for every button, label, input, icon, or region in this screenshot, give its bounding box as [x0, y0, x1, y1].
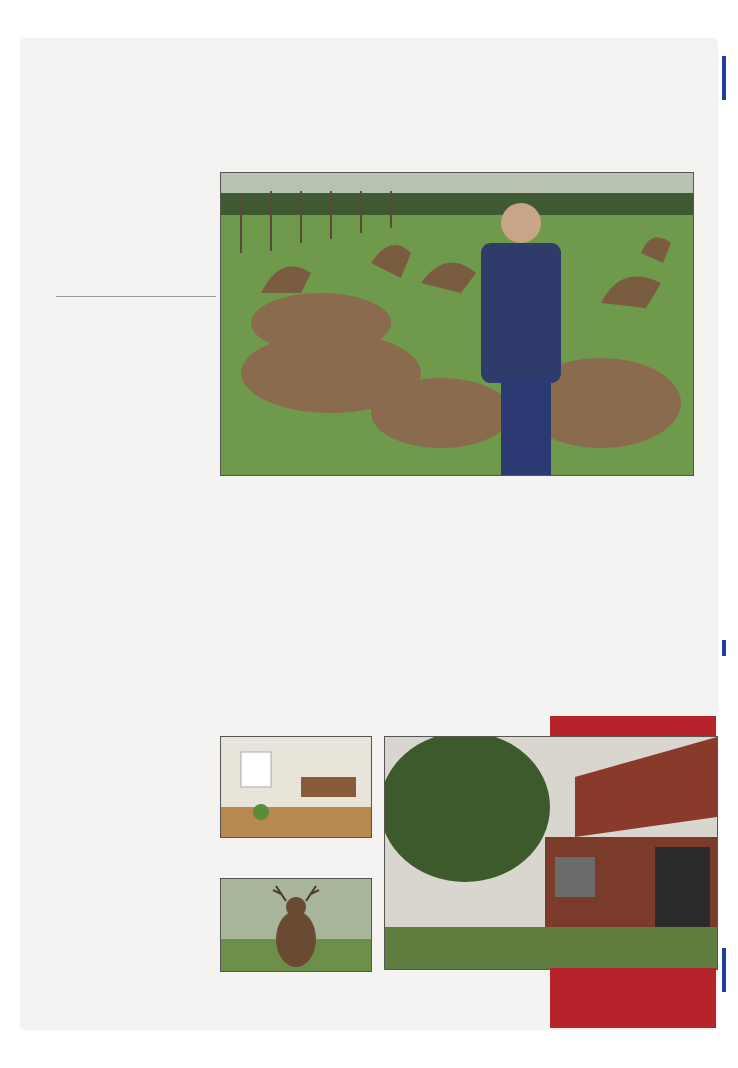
farmhouse-photo-art: [385, 737, 717, 969]
stag-photo-art: [221, 879, 371, 971]
page-edge-mark-bottom: [722, 948, 726, 992]
body-column-3: [384, 480, 539, 532]
body-column-1: [56, 318, 211, 768]
body-column-1b: [56, 786, 211, 1016]
body-column-4: [550, 480, 705, 710]
stag-photo: [220, 878, 372, 972]
page-edge-mark-middle: [722, 640, 726, 656]
body-column-2: [220, 526, 375, 726]
magazine-page: [22, 40, 716, 1028]
interior-photo: [220, 736, 372, 838]
farmhouse-photo: [384, 736, 718, 970]
article-byline: [56, 294, 216, 297]
interior-photo-art: [221, 737, 371, 837]
deer-photo-art: [221, 173, 693, 475]
body-column-3b: [384, 550, 539, 728]
page-edge-mark-top: [722, 56, 726, 100]
footer-bar: [550, 968, 716, 1028]
deer-photo: [220, 172, 694, 476]
